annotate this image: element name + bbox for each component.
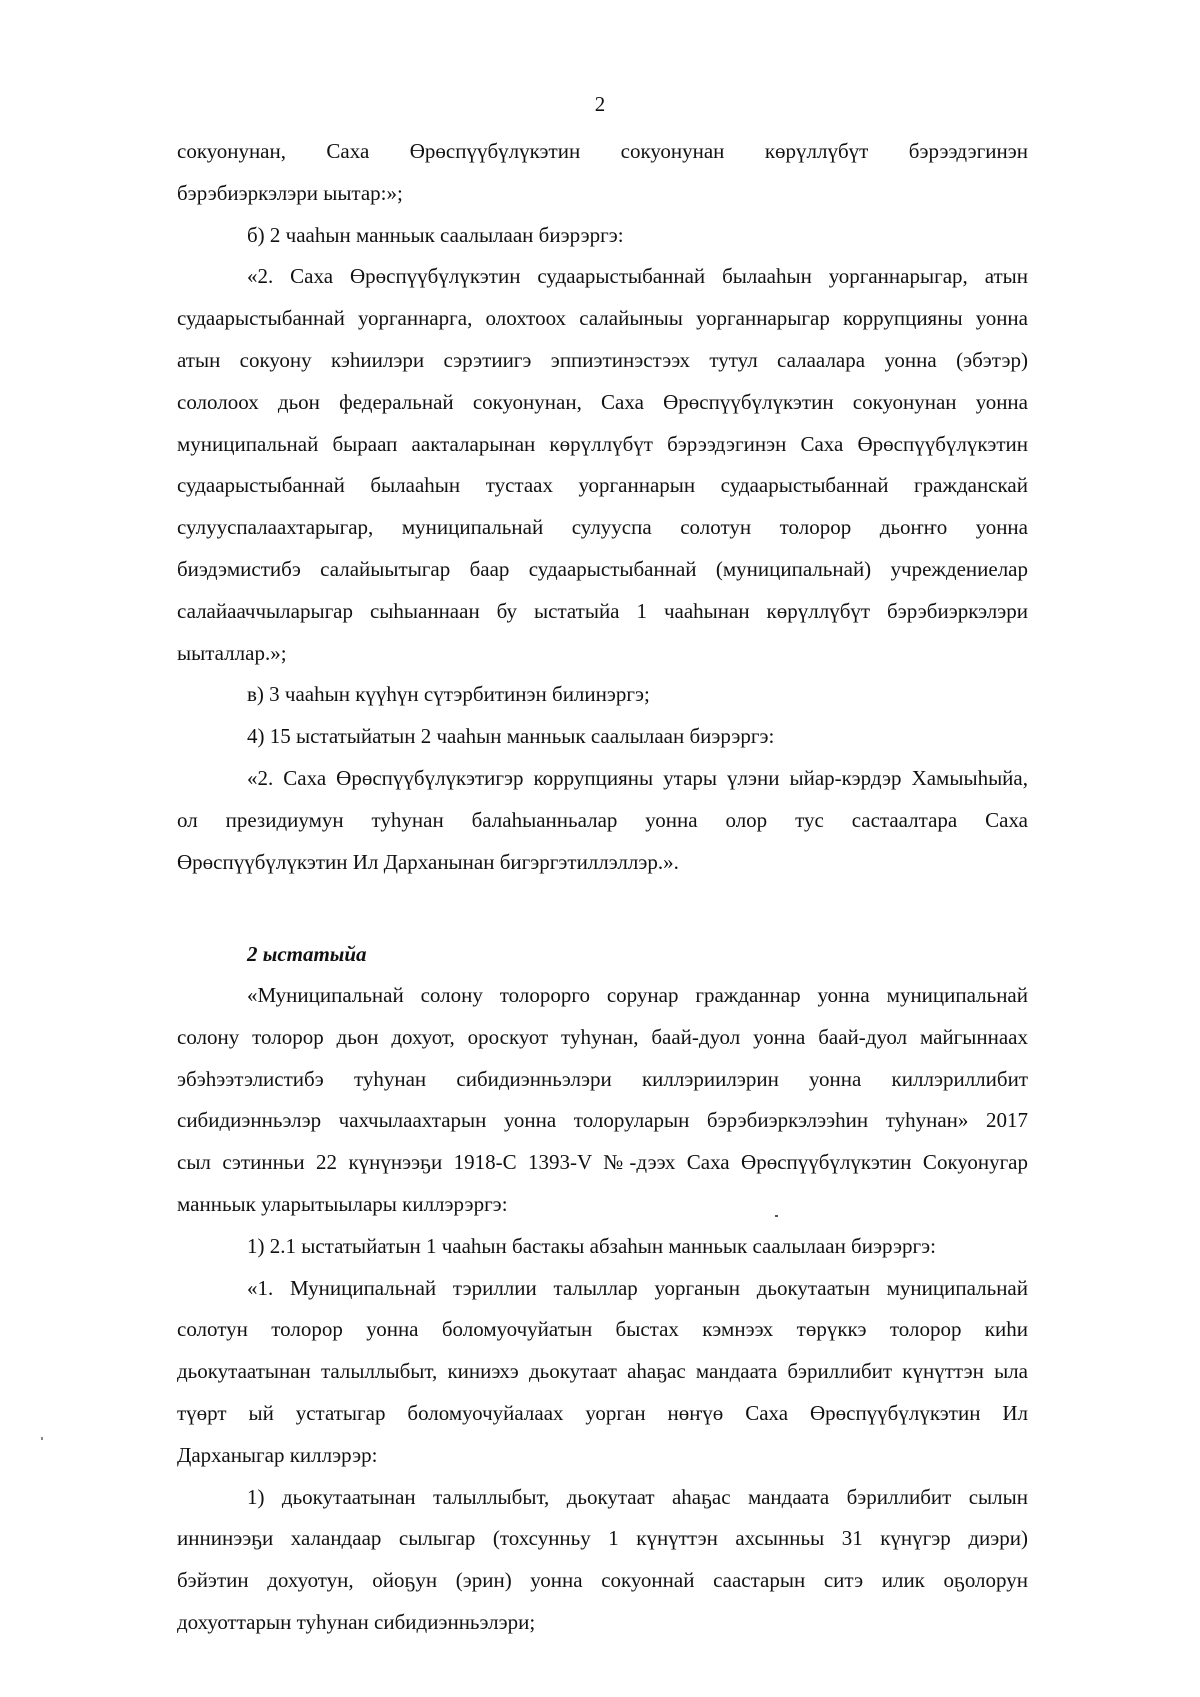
text-line: дьокутаатынан талыллыбыт, киниэхэ дьокутаат аһаҕас мандаата бэриллибит күнүттэн ыла (177, 1359, 1028, 1384)
scan-speck (775, 1215, 778, 1217)
text-line: «2. Саха Өрөспүүбүлүкэтин судаарыстыбаннай былааһын уорганнарыгар, атын (247, 264, 1028, 289)
text-line: судаарыстыбаннай уорганнарга, олохтоох салайыныы уорганнарыгар коррупцияны уонна (177, 306, 1028, 331)
text-line: сыл сэтинньи 22 күнүнээҕи 1918-С 1393-V №-дээх Саха Өрөспүүбүлүкэтин Сокуонугар (177, 1150, 1028, 1175)
article-heading: 2 ыстатыйа (247, 942, 367, 966)
text-line: солону толорор дьон дохуот, ороскуот туһунан, баай-дуол уонна баай-дуол майгыннаах (177, 1024, 1028, 1049)
text-line: салайааччыларыгар сыһыаннаан бу ыстатыйа 1 чааһынан көрүллүбүт бэрэбиэркэлэри (177, 598, 1028, 623)
text-line: 1) дьокутаатынан талыллыбыт, дьокутаат аһаҕас мандаата бэриллибит сылын (247, 1484, 1028, 1509)
text-line: атын сокуону кэһиилэри сэрэтиигэ эппиэтинэстээх тутул салаалара уонна (эбэтэр) (177, 348, 1028, 372)
text-line: бэрэбиэркэлэри ыытар:»; (177, 180, 403, 205)
text-line: 4) 15 ыстатыйатын 2 чааһын манньык саалылаан биэрэргэ: (247, 724, 775, 749)
text-line: бэйэтин дохуотун, ойоҕун (эрин) уонна сокуоннай саастарын ситэ илик оҕолорун (177, 1568, 1028, 1593)
text-line: б) 2 чааһын манньык саалылаан биэрэргэ: (247, 222, 624, 247)
text-line: в) 3 чааһын күүһүн сүтэрбитинэн билинэргэ; (247, 682, 650, 707)
text-line: «1. Муниципальнай тэриллии талыллар уорганын дьокутаатын муниципальнай (247, 1275, 1028, 1300)
text-line: дохуоттарын туһунан сибидиэнньэлэри; (177, 1610, 536, 1634)
text-line: Өрөспүүбүлүкэтин Ил Дарханынан бигэргэтиллэллэр.». (177, 849, 679, 874)
text-line: эбэһээтэлистибэ туһунан сибидиэнньэлэри киллэриилэрин уонна киллэриллибит (177, 1066, 1028, 1091)
text-line: ыыталлар.»; (177, 640, 287, 665)
text-line: сололоох дьон федеральнай сокуонунан, Саха Өрөспүүбүлүкэтин сокуонунан уонна (177, 389, 1028, 414)
text-line: сокуонунан, Саха Өрөспүүбүлүкэтин сокуонунан көрүллүбүт бэрээдэгинэн (177, 139, 1028, 163)
scan-speck (41, 1437, 43, 1440)
text-line: сибидиэнньэлэр чахчылаахтарын уонна толоруларын бэрэбиэркэлээһин туһунан» 2017 (177, 1108, 1028, 1133)
text-line: 1) 2.1 ыстатыйатын 1 чааһын бастакы абзаһын манньык саалылаан биэрэргэ: (247, 1233, 936, 1258)
text-line: манньык уларытыылары киллэрэргэ: (177, 1192, 508, 1216)
page-number: 2 (594, 92, 606, 116)
text-line: муниципальнай быраап аакталарынан көрүллүбүт бэрээдэгинэн Саха Өрөспүүбүлүкэтин (177, 431, 1028, 456)
text-line: «2. Саха Өрөспүүбүлүкэтигэр коррупцияны утары үлэни ыйар-кэрдэр Хамыыһыйа, (247, 766, 1028, 790)
text-line: судаарыстыбаннай былааһын тустаах уорганнарын судаарыстыбаннай гражданскай (177, 473, 1028, 498)
text-line: биэдэмистибэ салайыытыгар баар судаарыстыбаннай (муниципальнай) учреждениелар (177, 557, 1028, 581)
text-line: Дарханыгар киллэрэр: (177, 1442, 378, 1467)
text-line: иннинээҕи халандаар сылыгар (тохсунньу 1 күнүттэн ахсынньы 31 күнүгэр диэри) (177, 1526, 1028, 1551)
text-line: ол президиумун туһунан балаһыанньалар уонна олор тус састаалтара Саха (177, 807, 1028, 832)
text-line: «Муниципальнай солону толорорго сорунар гражданнар уонна муниципальнай (247, 983, 1028, 1007)
text-line: сулууспалаахтарыгар, муниципальнай сулууспа солотун толорор дьоҥҥо уонна (177, 515, 1028, 540)
text-line: солотун толорор уонна боломуочуйатын быстах кэмнээх төрүккэ толорор киһи (177, 1317, 1028, 1342)
text-line: түөрт ый устатыгар боломуочуйалаах уорган нөҥүө Саха Өрөспүүбүлүкэтин Ил (177, 1401, 1028, 1425)
